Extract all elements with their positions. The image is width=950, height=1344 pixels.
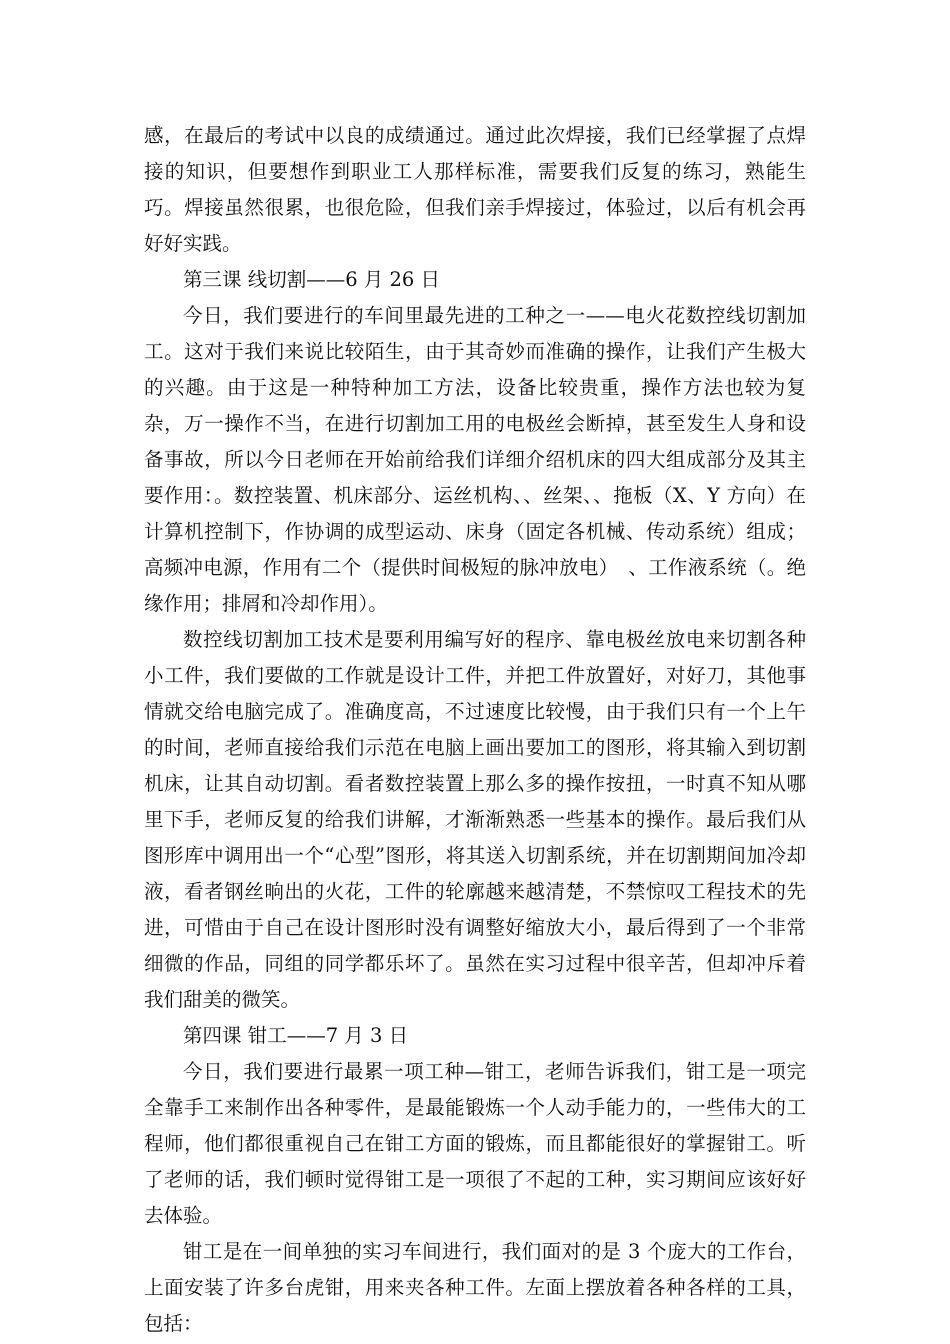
heading-lesson-three: 第三课 线切割——6 月 26 日: [183, 268, 441, 291]
paragraph-welding-conclusion: 感，在最后的考试中以良的成绩通过。通过此次焊接，我们已经掌握了点焊接的知识，但要想作到职业工人那样标准，需要我们反复的练习，熟能生巧。焊接虽然很累，也很危险，但我们亲手焊接过，体验过，以后有机会再好好实践。: [144, 124, 806, 255]
document-page: [144, 118, 806, 1342]
paragraph-wire-cutting-practice: 数控线切割加工技术是要利用编写好的程序、靠电极丝放电来切割各种小工件，我们要做的工作就是设计工件，并把工件放置好，对好刀，其他事情就交给电脑完成了。准确度高，不过速度比较慢，由于我们只有一个上午的时间，老师直接给我们示范在电脑上画出要加工的图形，将其输入到切割机床，让其自动切割。看者数控装置上那么多的操作按扭，一时真不知从哪里下手，老师反复的给我们讲解，才渐渐熟悉一些基本的操作。最后我们从图形库中调用出一个“心型”图形，将其送入切割系统，并在切割期间加冷却液，看者钢丝晌出的火花，工件的轮廓越来越清楚，不禁惊叹工程技术的先进，可惜由于自己在设计图形时没有调整好缩放大小，最后得到了一个非常细微的作品，同组的同学都乐坏了。虽然在实习过程中很辛苦，但却冲斥着我们甜美的微笑。: [144, 628, 806, 1011]
paragraph-wire-cutting-intro: 今日，我们要进行的车间里最先进的工种之一——电火花数控线切割加工。这对于我们来说比较陌生，由于其奇妙而准确的操作，让我们产生极大的兴趣。由于这是一种特种加工方法，设备比较贵重，操作方法也较为复杂，万一操作不当，在进行切割加工用的电极丝会断掉，甚至发生人身和设备事故，所以今日老师在开始前给我们详细介绍机床的四大组成部分及其主要作用：。数控装置、机床部分、运丝机构、、丝架、、拖板（X、Y 方向）在计算机控制下，作协调的成型运动、床身（固定各机械、传动系统）组成；高频冲电源，作用有二个（提供时间极短的脉冲放电） 、工作液系统（。绝缘作用；排屑和冷却作用）。: [144, 304, 806, 615]
paragraph-fitter-workshop: 钳工是在一间单独的实习车间进行，我们面对的是 3 个庞大的工作台，上面安装了许多台虎钳，用来夹各种工件。左面上摆放着各种各样的工具，包括：: [144, 1240, 806, 1335]
heading-lesson-four: 第四课 钳工——7 月 3 日: [183, 1024, 409, 1047]
paragraph-fitter-intro: 今日，我们要进行最累一项工种—钳工，老师告诉我们，钳工是一项完全靠手工来制作出各种零件，是最能锻炼一个人动手能力的，一些伟大的工程师，他们都很重视自己在钳工方面的锻炼，而且都能很好的掌握钳工。听了老师的话，我们顿时觉得钳工是一项很了不起的工种，实习期间应该好好去体验。: [144, 1060, 806, 1227]
